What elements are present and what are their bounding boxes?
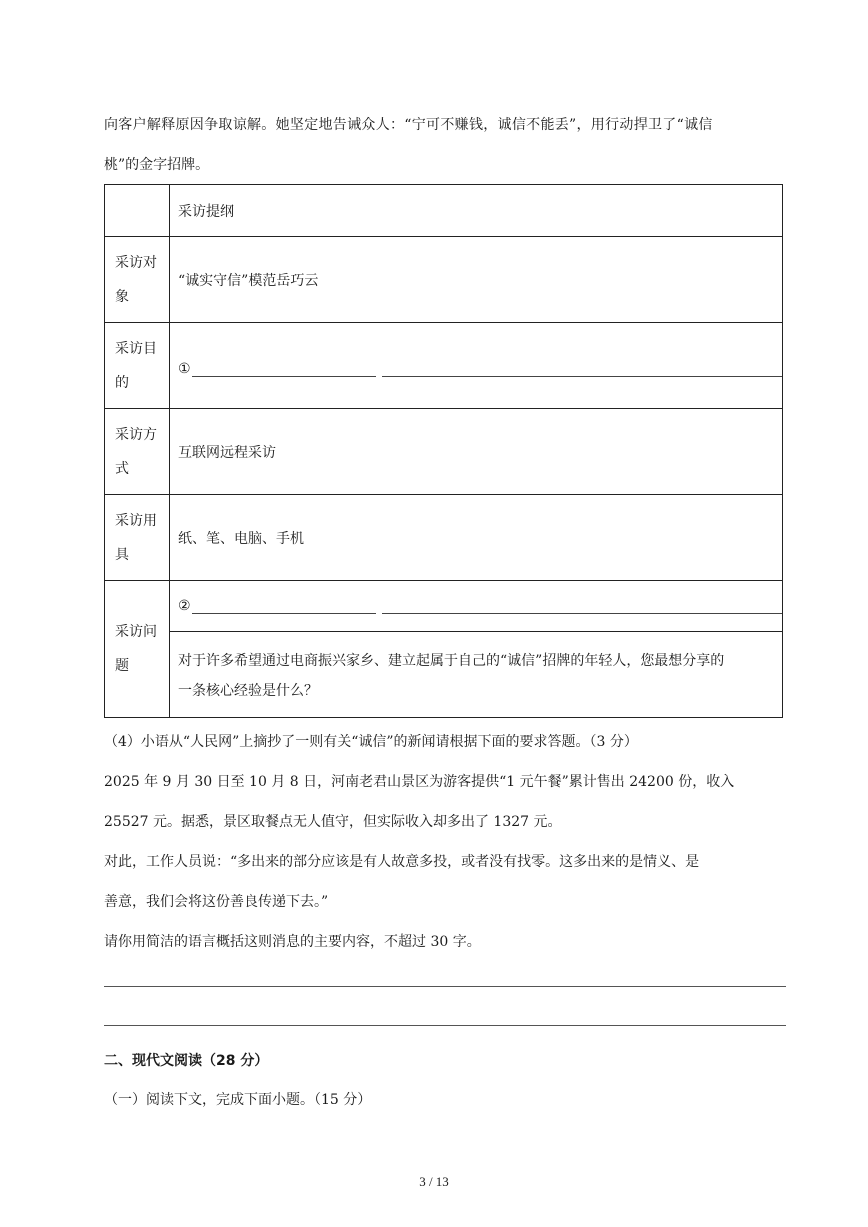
intro-line-1: 向客户解释原因争取谅解。她坚定地告诫众人：“宁可不赚钱，诚信不能丢”，用行动捍卫了“诚信 [104, 117, 713, 133]
news-line-1: 2025 年 9 月 30 日至 10 月 8 日，河南老君山景区为游客提供“1 元午餐”累计售出 24200 份，收入 [104, 774, 735, 790]
row-label: 采访问 题 [105, 581, 170, 718]
section-title: 二、现代文阅读（28 分） [104, 1053, 269, 1069]
quote-line-2: 善意，我们会将这份善良传递下去。” [104, 894, 329, 910]
table-header-row [105, 185, 783, 237]
header-empty-cell [105, 185, 170, 237]
row-label: 采访方 式 [105, 409, 170, 495]
row-label: 采访用 具 [105, 495, 170, 581]
table-header: 采访提纲 [170, 185, 783, 237]
question-4-prompt: （4）小语从“人民网”上摘抄了一则有关“诚信”的新闻请根据下面的要求答题。（3 分） [104, 734, 638, 750]
table-row [105, 237, 783, 323]
questions-cell [170, 581, 783, 718]
interviewee-value: “诚实守信”模范岳巧云 [170, 237, 783, 323]
row-label: 采访目 的 [105, 323, 170, 409]
table-row [105, 495, 783, 581]
answer-blank[interactable] [382, 599, 782, 614]
task-instruction: 请你用简洁的语言概括这则消息的主要内容，不超过 30 字。 [104, 934, 481, 950]
answer-blank[interactable] [192, 599, 376, 614]
answer-line[interactable] [104, 1025, 786, 1026]
subsection-title: （一）阅读下文，完成下面小题。（15 分） [104, 1092, 372, 1108]
table-row [105, 581, 783, 718]
table-row [105, 409, 783, 495]
intro-line-2: 桃”的金字招牌。 [104, 157, 210, 173]
method-value: 互联网远程采访 [170, 409, 783, 495]
interview-outline-table [104, 184, 783, 718]
purpose-blank-cell [170, 323, 783, 409]
answer-blank[interactable] [382, 362, 782, 377]
answer-line[interactable] [104, 986, 786, 987]
blank-marker-1: ① [178, 360, 191, 377]
tools-value: 纸、笔、电脑、手机 [170, 495, 783, 581]
answer-blank[interactable] [192, 362, 376, 377]
page-number: 3 / 13 [419, 1174, 449, 1189]
table-row [105, 323, 783, 409]
interview-question: 对于许多希望通过电商振兴家乡、建立起属于自己的“诚信”招牌的年轻人，您最想分享的 一条核心经验是什么？ [178, 653, 725, 699]
question-blank-row [170, 581, 782, 632]
blank-marker-2: ② [178, 598, 191, 614]
quote-line-1: 对此，工作人员说：“多出来的部分应该是有人故意多投，或者没有找零。这多出来的是情义、是 [104, 854, 700, 870]
row-label: 采访对 象 [105, 237, 170, 323]
news-line-2: 25527 元。据悉，景区取餐点无人值守，但实际收入却多出了 1327 元。 [104, 814, 562, 830]
